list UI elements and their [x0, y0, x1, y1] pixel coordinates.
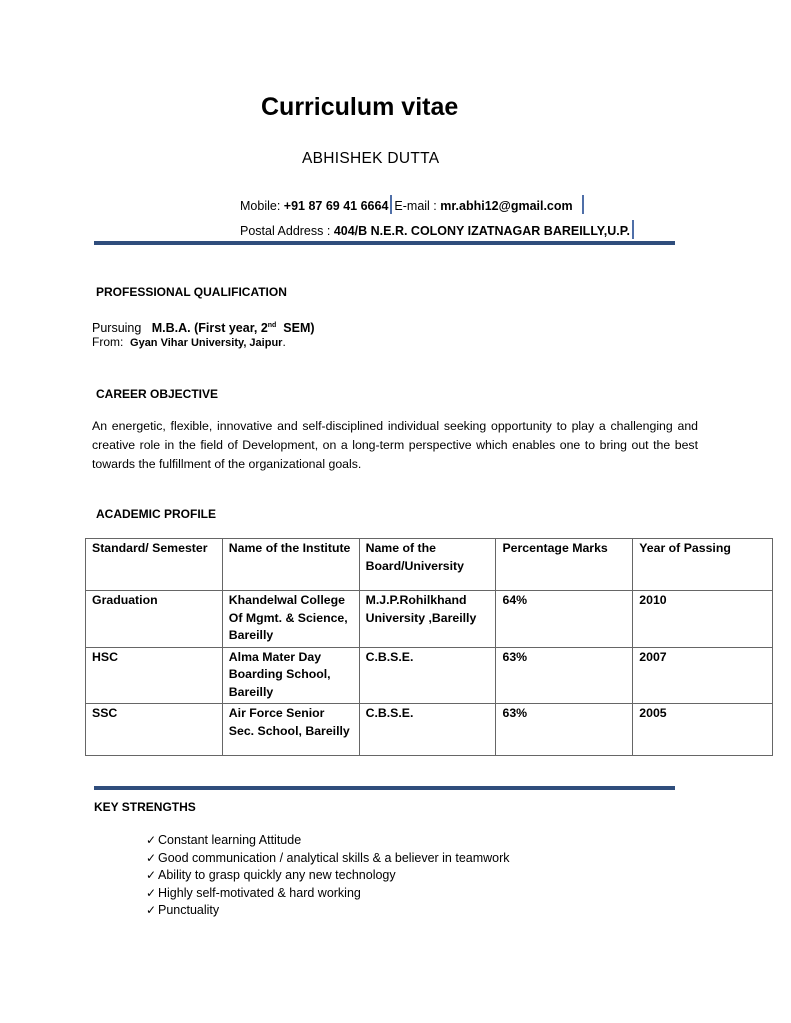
- pursuing-label: Pursuing: [92, 321, 142, 336]
- table-row: [86, 591, 773, 648]
- list-item: [146, 850, 510, 868]
- checkmark-bullet-icon: ✓: [146, 833, 157, 847]
- checkmark-bullet-icon: ✓: [146, 885, 157, 900]
- email-value: mr.abhi12@gmail.com: [440, 199, 573, 213]
- table-cell: HSC: [86, 647, 223, 704]
- table-cell: Air Force Senior Sec. School, Bareilly: [222, 704, 359, 756]
- table-cell: C.B.S.E.: [359, 704, 496, 756]
- table-cell: 2007: [633, 647, 773, 704]
- career-objective-text: An energetic, flexible, innovative and self-disciplined individual seeking opportunity to play a challenging and creative role in the field of Development, on a long-term perspective which enables one to bring out the best towards the fulfillment of the organizational goals.: [92, 419, 698, 471]
- list-item-text: Punctuality: [158, 903, 220, 917]
- table-cell: Graduation: [86, 591, 223, 648]
- candidate-name: ABHISHEK DUTTA: [302, 150, 440, 167]
- cv-title: Curriculum vitae: [261, 93, 459, 121]
- separator-bar: [582, 195, 584, 214]
- table-cell: 2005: [633, 704, 773, 756]
- strengths-heading: KEY STRENGTHS: [94, 800, 196, 814]
- mobile-label: Mobile:: [240, 199, 281, 213]
- university-name: Gyan Vihar University, Jaipur: [130, 337, 283, 349]
- semester-text: SEM): [283, 321, 315, 336]
- table-cell: Khandelwal College Of Mgmt. & Science, Bareilly: [222, 591, 359, 648]
- checkmark-bullet-icon: ✓: [146, 903, 157, 917]
- separator-bar: [632, 220, 634, 239]
- section-divider: [94, 786, 675, 790]
- list-item: [146, 885, 510, 903]
- list-item-text: Good communication / analytical skills & a believer in teamwork: [158, 850, 510, 865]
- university-period: .: [282, 335, 286, 349]
- career-heading: CAREER OBJECTIVE: [96, 387, 219, 401]
- degree-text: M.B.A. (First year, 2: [151, 321, 268, 336]
- table-header-cell: Standard/ Semester: [86, 539, 223, 591]
- table-row: [86, 647, 773, 704]
- list-item: [146, 832, 510, 850]
- mobile-value: +91 87 69 41 6664: [283, 199, 389, 213]
- contact-line-1: [240, 195, 586, 214]
- list-item: [146, 902, 510, 920]
- from-label: From:: [92, 335, 124, 349]
- table-cell: 2010: [633, 591, 773, 648]
- checkmark-bullet-icon: ✓: [146, 850, 157, 865]
- table-header-cell: Name of the Board/University: [359, 539, 496, 591]
- degree-superscript: nd: [267, 322, 277, 329]
- separator-bar: [390, 195, 392, 214]
- list-item: [146, 867, 510, 885]
- qualification-heading: PROFESSIONAL QUALIFICATION: [96, 285, 287, 299]
- list-item-text: Constant learning Attitude: [158, 833, 302, 847]
- table-header-cell: Percentage Marks: [496, 539, 633, 591]
- list-item-text: Highly self-motivated & hard working: [158, 885, 361, 900]
- academic-heading: ACADEMIC PROFILE: [96, 507, 216, 521]
- table-cell: C.B.S.E.: [359, 647, 496, 704]
- table-cell: Alma Mater Day Boarding School, Bareilly: [222, 647, 359, 704]
- table-row: [86, 704, 773, 756]
- address-value: 404/B N.E.R. COLONY IZATNAGAR BAREILLY,U.P.: [333, 224, 630, 238]
- table-header-row: [86, 539, 773, 591]
- address-label: Postal Address :: [240, 224, 331, 238]
- list-item-text: Ability to grasp quickly any new technology: [158, 868, 396, 882]
- academic-table: [85, 538, 773, 756]
- table-cell: 64%: [496, 591, 633, 648]
- strengths-list: [146, 832, 510, 920]
- contact-line-2: [240, 220, 636, 239]
- email-label: E-mail :: [394, 199, 437, 213]
- table-cell: 63%: [496, 704, 633, 756]
- header-divider: [94, 241, 675, 245]
- table-cell: SSC: [86, 704, 223, 756]
- table-header-cell: Year of Passing: [633, 539, 773, 591]
- checkmark-bullet-icon: ✓: [146, 868, 157, 882]
- table-header-cell: Name of the Institute: [222, 539, 359, 591]
- table-cell: M.J.P.Rohilkhand University ,Bareilly: [359, 591, 496, 648]
- university-line: [92, 335, 286, 349]
- table-cell: 63%: [496, 647, 633, 704]
